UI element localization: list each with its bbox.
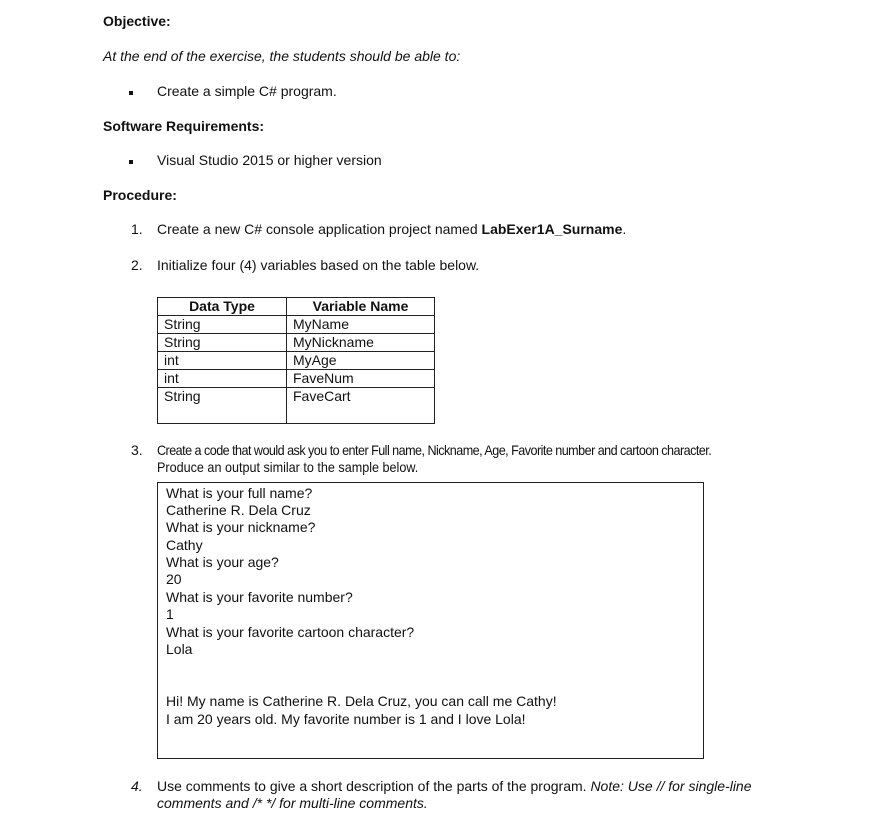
table-header-variable-name: Variable Name [287, 298, 435, 316]
procedure-heading: Procedure: [103, 187, 177, 203]
table-row [158, 352, 435, 370]
table-cell: FaveNum [287, 370, 435, 388]
output-line: What is your full name? [166, 485, 313, 501]
bullet-icon [129, 91, 133, 95]
step-4-number: 4. [131, 778, 143, 794]
table-cell: MyAge [287, 352, 435, 370]
table-row [158, 316, 435, 334]
software-bullet-1: Visual Studio 2015 or higher version [157, 152, 382, 168]
table-row [158, 334, 435, 352]
table-row [158, 388, 435, 424]
output-line: Lola [166, 641, 193, 657]
step-1-text [157, 221, 626, 237]
output-line: What is your favorite number? [166, 589, 353, 605]
step-3-number: 3. [131, 442, 143, 458]
table-cell: String [158, 388, 287, 424]
table-cell: FaveCart [287, 388, 435, 424]
step-3-line-2 [157, 459, 447, 475]
step-4-text: Use comments to give a short description of the parts of the program. [157, 778, 591, 794]
output-line: What is your age? [166, 554, 279, 570]
output-line: What is your favorite cartoon character? [166, 624, 415, 640]
table-cell: MyNickname [287, 334, 435, 352]
step-3-line-1 [157, 442, 773, 458]
step-2-number: 2. [131, 257, 143, 273]
step-1-end: . [622, 221, 627, 237]
software-heading: Software Requirements: [103, 118, 265, 134]
step-4-line-1 [157, 778, 752, 794]
table-header-data-type: Data Type [158, 298, 287, 316]
step-1-number: 1. [131, 221, 143, 237]
project-name: LabExer1A_Surname [481, 221, 623, 237]
objective-intro: At the end of the exercise, the students should be able to: [103, 48, 461, 64]
output-line: 20 [166, 571, 182, 587]
table-header-row [158, 298, 435, 316]
step-1-lead: Create a new C# console application project named [157, 221, 482, 237]
output-line: What is your nickname? [166, 519, 316, 535]
table-row [158, 370, 435, 388]
output-line: Hi! My name is Catherine R. Dela Cruz, you can call me Cathy! [166, 693, 557, 709]
step-2-text: Initialize four (4) variables based on the table below. [157, 257, 480, 273]
table-cell: MyName [287, 316, 435, 334]
step-3-line-2-text: Produce an output similar to the sample below. [157, 459, 419, 475]
step-3-line-1-text: Create a code that would ask you to enter Full name, Nickname, Age, Favorite number and cartoon character. [157, 442, 712, 458]
output-line: I am 20 years old. My favorite number is 1 and I love Lola! [166, 711, 526, 727]
table-cell: String [158, 316, 287, 334]
bullet-icon [129, 160, 133, 164]
table-cell: String [158, 334, 287, 352]
variables-table [157, 297, 435, 424]
sample-output-box [157, 482, 704, 759]
step-4-line-2: comments and /* */ for multi-line comments. [157, 795, 428, 811]
output-line: 1 [166, 606, 174, 622]
table-cell: int [158, 370, 287, 388]
table-cell: int [158, 352, 287, 370]
objective-bullet-1: Create a simple C# program. [157, 83, 337, 99]
output-line: Catherine R. Dela Cruz [166, 502, 311, 518]
objective-heading: Objective: [103, 13, 171, 29]
output-line: Cathy [166, 537, 203, 553]
step-4-note: Note: Use // for single-line [590, 778, 752, 794]
